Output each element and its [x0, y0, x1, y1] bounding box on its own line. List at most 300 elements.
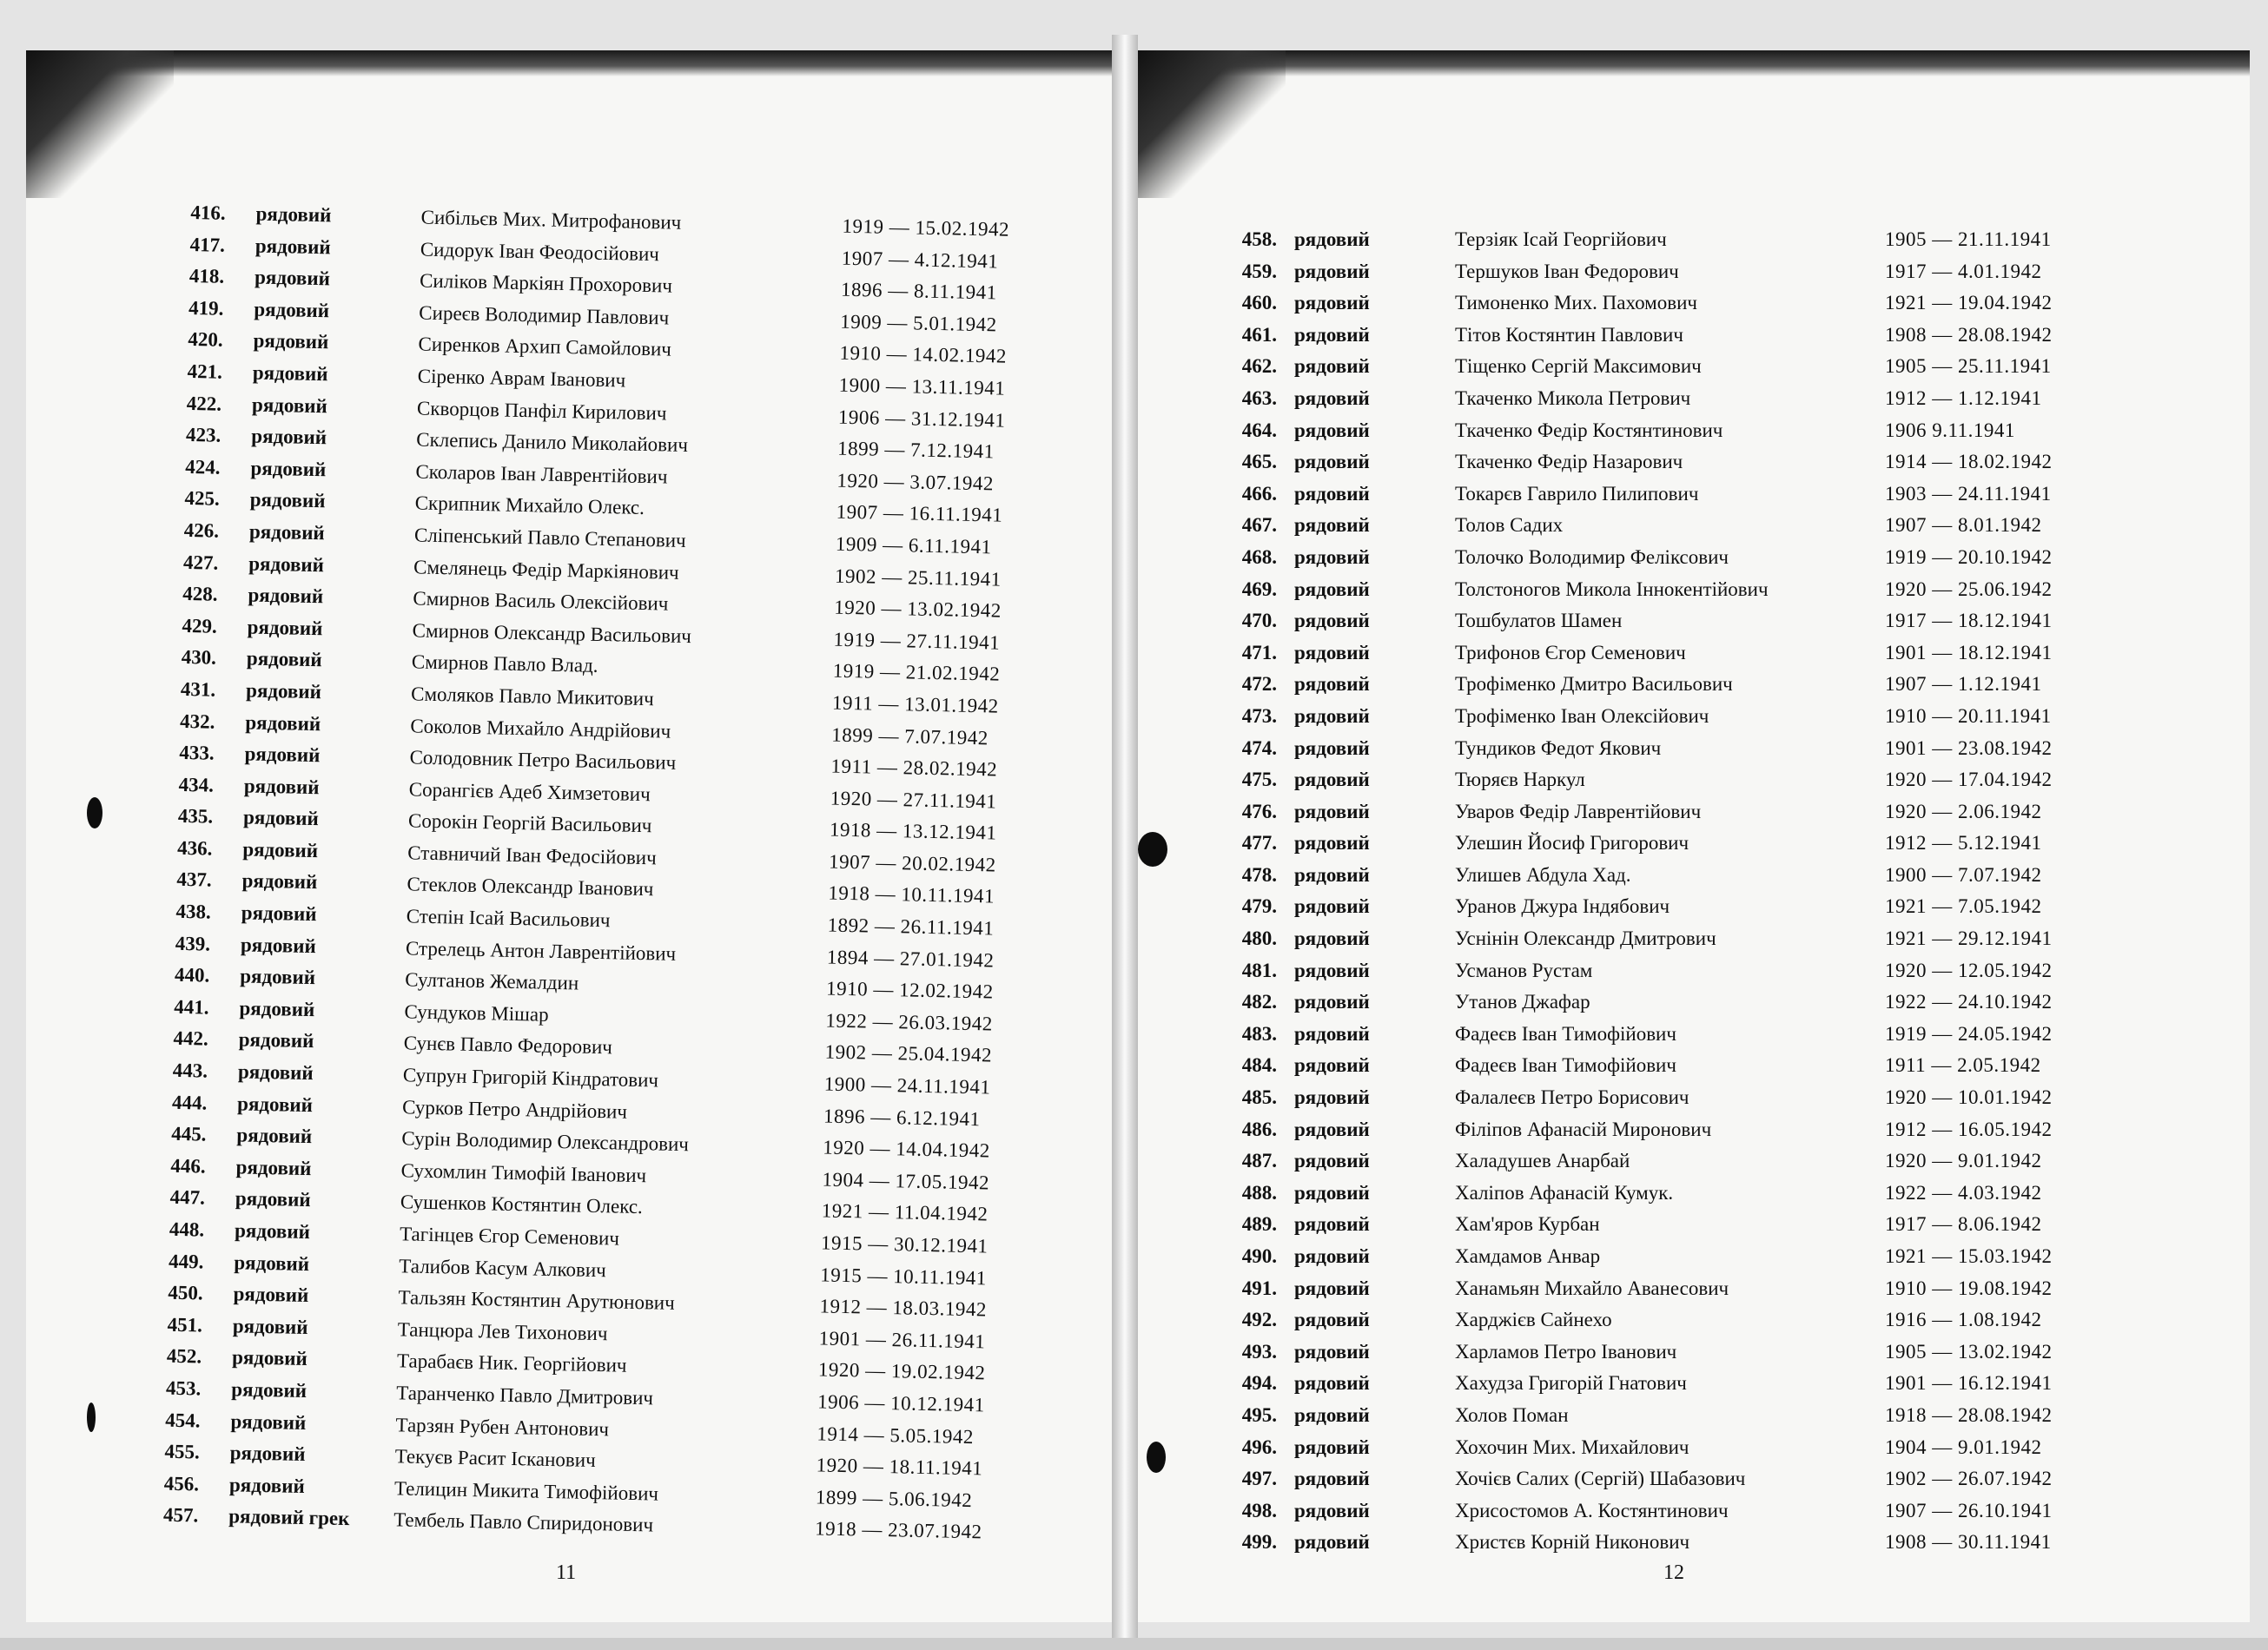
entry-number: 455.	[164, 1440, 201, 1463]
life-period: 1902 — 25.11.1941	[834, 564, 1002, 591]
list-item	[1138, 1341, 2250, 1373]
life-period: 1911 — 28.02.1942	[830, 755, 998, 781]
rank-label: рядовий	[238, 1028, 314, 1053]
entry-number: 445.	[170, 1122, 207, 1145]
soldier-name: Тембель Павло Спиридонович	[393, 1508, 654, 1536]
rank-label: рядовий	[254, 266, 331, 290]
rank-label: рядовий	[232, 1315, 308, 1338]
life-period: 1905 — 13.02.1942	[1885, 1340, 2053, 1363]
soldier-name: Фадеєв Іван Тимофійович	[1455, 1022, 1676, 1045]
right-roster-list	[1138, 228, 2250, 1563]
life-period: 1909 — 5.01.1942	[839, 310, 997, 336]
soldier-name: Улишев Абдула Хад.	[1455, 863, 1631, 886]
entry-number: 489.	[1241, 1213, 1277, 1236]
entry-number: 426.	[183, 518, 220, 542]
soldier-name: Халіпов Афанасій Кумук.	[1455, 1181, 1674, 1204]
rank-label: рядовий	[247, 616, 323, 639]
soldier-name: Халадушев Анарбай	[1455, 1150, 1630, 1172]
life-period: 1922 — 26.03.1942	[825, 1009, 994, 1035]
list-item	[1138, 895, 2250, 927]
soldier-name: Тершуков Іван Федорович	[1455, 260, 1679, 282]
life-period: 1900 — 13.11.1941	[838, 373, 1006, 399]
entry-number: 429.	[182, 614, 217, 637]
entry-number: 472.	[1241, 673, 1277, 696]
entry-number: 458.	[1241, 228, 1277, 250]
soldier-name: Хам'яров Курбан	[1455, 1213, 1600, 1236]
soldier-name: Супрун Григорій Кіндратович	[402, 1064, 659, 1092]
life-period: 1921 — 11.04.1942	[821, 1199, 989, 1225]
rank-label: рядовий	[243, 775, 320, 798]
entry-number: 468.	[1241, 545, 1277, 568]
list-item	[1138, 292, 2250, 324]
entry-number: 460.	[1241, 292, 1277, 314]
rank-label: рядовий	[1294, 1181, 1370, 1204]
soldier-name: Холов Поман	[1455, 1403, 1569, 1426]
soldier-name: Тіщенко Сергій Максимович	[1455, 355, 1702, 378]
life-period: 1902 — 25.04.1942	[824, 1040, 993, 1066]
right-page	[1138, 50, 2250, 1622]
list-item	[1138, 673, 2250, 705]
rank-label: рядовий	[228, 1473, 306, 1497]
rank-label: рядовий	[1294, 1372, 1370, 1395]
life-period: 1907 — 1.12.1941	[1885, 673, 2042, 696]
soldier-name: Сидорук Іван Феодосійович	[420, 238, 660, 265]
rank-label: рядовий грек	[228, 1505, 350, 1530]
left-roster-list	[26, 198, 1112, 1555]
entry-number: 494.	[1241, 1372, 1277, 1395]
punch-hole-mark	[87, 1402, 96, 1432]
soldier-name: Трифонов Єгор Семенович	[1455, 641, 1686, 663]
life-period: 1906 — 31.12.1941	[837, 406, 1006, 432]
entry-number: 438.	[175, 900, 212, 923]
entry-number: 490.	[1241, 1245, 1277, 1267]
life-period: 1919 — 24.05.1942	[1885, 1022, 2053, 1045]
entry-number: 457.	[162, 1503, 199, 1527]
entry-number: 474.	[1241, 736, 1277, 759]
soldier-name: Улешин Йосиф Григорович	[1455, 832, 1689, 855]
rank-label: рядовий	[239, 997, 315, 1021]
entry-number: 471.	[1241, 641, 1277, 663]
rank-label: рядовий	[230, 1409, 307, 1434]
soldier-name: Танцюра Лев Тихонович	[397, 1318, 608, 1345]
rank-label: рядовий	[233, 1283, 309, 1307]
life-period: 1906 9.11.1941	[1885, 419, 2015, 441]
life-period: 1916 — 1.08.1942	[1885, 1309, 2042, 1331]
entry-number: 454.	[165, 1409, 201, 1432]
soldier-name: Сунєв Павло Федорович	[403, 1032, 613, 1059]
life-period: 1910 — 19.08.1942	[1885, 1277, 2053, 1299]
rank-label: рядовий	[1294, 545, 1370, 568]
rank-label: рядовий	[1294, 1277, 1370, 1299]
list-item	[1138, 1468, 2250, 1500]
entry-number: 485.	[1241, 1086, 1277, 1109]
rank-label: рядовий	[253, 329, 329, 353]
list-item	[1138, 1182, 2250, 1214]
punch-hole-mark	[1147, 1442, 1166, 1473]
soldier-name: Хохочин Мих. Михайлович	[1455, 1436, 1689, 1458]
soldier-name: Смирнов Василь Олексійович	[413, 587, 669, 615]
entry-number: 498.	[1241, 1499, 1277, 1521]
entry-number: 444.	[171, 1091, 208, 1114]
life-period: 1904 — 17.05.1942	[822, 1168, 990, 1194]
soldier-name: Скрипник Михайло Олекс.	[414, 492, 645, 519]
life-period: 1901 — 16.12.1941	[1885, 1372, 2053, 1395]
soldier-name: Текуєв Расит Ісканович	[394, 1445, 596, 1472]
entry-number: 440.	[174, 964, 210, 987]
rank-label: рядовий	[1294, 800, 1370, 822]
life-period: 1902 — 26.07.1942	[1885, 1468, 2053, 1490]
life-period: 1915 — 30.12.1941	[820, 1231, 989, 1257]
entry-number: 486.	[1241, 1118, 1277, 1140]
entry-number: 447.	[169, 1186, 206, 1209]
life-period: 1921 — 15.03.1942	[1885, 1245, 2053, 1267]
entry-number: 446.	[170, 1154, 206, 1178]
life-period: 1911 — 2.05.1942	[1885, 1054, 2041, 1077]
list-item	[1138, 737, 2250, 769]
entry-number: 478.	[1241, 863, 1277, 886]
entry-number: 492.	[1241, 1309, 1277, 1331]
rank-label: рядовий	[1294, 1086, 1370, 1109]
life-period: 1896 — 8.11.1941	[840, 278, 997, 304]
life-period: 1907 — 16.11.1941	[836, 500, 1003, 526]
list-item	[1138, 483, 2250, 515]
soldier-name: Сушенков Костянтин Олекс.	[400, 1191, 644, 1218]
rank-label: рядовий	[1294, 1054, 1370, 1077]
life-period: 1901 — 26.11.1941	[818, 1327, 986, 1353]
life-period: 1919 — 21.02.1942	[832, 659, 1001, 685]
rank-label: рядовий	[236, 1124, 313, 1148]
soldier-name: Сухомлин Тимофій Іванович	[400, 1159, 647, 1187]
entry-number: 469.	[1241, 578, 1277, 600]
rank-label: рядовий	[252, 361, 328, 386]
soldier-name: Смирнов Олександр Васильович	[412, 619, 692, 647]
soldier-name: Стеклов Олександр Іванович	[407, 873, 654, 901]
rank-label: рядовий	[1294, 451, 1370, 473]
life-period: 1899 — 7.12.1941	[836, 437, 995, 463]
soldier-name: Сиреєв Володимир Павлович	[419, 301, 670, 329]
rank-label: рядовий	[240, 934, 317, 957]
list-item	[1138, 610, 2250, 642]
entry-number: 435.	[177, 805, 214, 828]
life-period: 1904 — 9.01.1942	[1885, 1436, 2042, 1458]
list-item	[1138, 769, 2250, 801]
corner-shadow	[26, 50, 174, 198]
soldier-name: Токарєв Гаврило Пилипович	[1455, 482, 1699, 505]
scan-shadow-band	[26, 50, 1112, 76]
life-period: 1899 — 7.07.1942	[831, 723, 989, 749]
book-spine	[1112, 35, 1138, 1650]
life-period: 1914 — 5.05.1942	[817, 1422, 975, 1448]
soldier-name: Терзіяк Ісай Георгійович	[1455, 228, 1667, 250]
soldier-name: Ткаченко Федір Назарович	[1455, 451, 1683, 473]
scan-shadow-band	[1138, 50, 2250, 76]
life-period: 1922 — 4.03.1942	[1885, 1181, 2042, 1204]
entry-number: 462.	[1241, 355, 1277, 378]
entry-number: 465.	[1241, 451, 1277, 473]
rank-label: рядовий	[1294, 355, 1370, 378]
list-item	[1138, 927, 2250, 960]
rank-label: рядовий	[255, 202, 332, 227]
entry-number: 496.	[1241, 1436, 1277, 1458]
left-page	[26, 50, 1112, 1622]
rank-label: рядовий	[234, 1251, 310, 1275]
list-item	[1138, 1245, 2250, 1277]
entry-number: 484.	[1241, 1054, 1277, 1077]
rank-label: рядовий	[1294, 1150, 1370, 1172]
scan-bottom-edge	[0, 1638, 2268, 1650]
rank-label: рядовий	[1294, 292, 1370, 314]
life-period: 1907 — 26.10.1941	[1885, 1499, 2053, 1521]
life-period: 1921 — 7.05.1942	[1885, 895, 2042, 918]
list-item	[1138, 578, 2250, 610]
rank-label: рядовий	[242, 838, 319, 862]
rank-label: рядовий	[1294, 514, 1370, 537]
soldier-name: Філіпов Афанасій Миронович	[1455, 1118, 1712, 1140]
rank-label: рядовий	[246, 647, 322, 671]
rank-label: рядовий	[1294, 895, 1370, 918]
soldier-name: Трофіменко Дмитро Васильович	[1455, 673, 1733, 696]
entry-number: 450.	[168, 1281, 203, 1304]
rank-label: рядовий	[248, 551, 325, 576]
entry-number: 491.	[1241, 1277, 1277, 1299]
life-period: 1908 — 30.11.1941	[1885, 1531, 2052, 1554]
soldier-name: Тундиков Федот Якович	[1455, 736, 1662, 759]
rank-label: рядовий	[1294, 1403, 1370, 1426]
rank-label: рядовий	[255, 234, 331, 258]
soldier-name: Фадеєв Іван Тимофійович	[1455, 1054, 1676, 1077]
life-period: 1896 — 6.12.1941	[823, 1105, 981, 1130]
soldier-name: Сундуков Мішар	[404, 1000, 549, 1026]
rank-label: рядовий	[1294, 1118, 1370, 1140]
rank-label: рядовий	[1294, 1340, 1370, 1363]
entry-number: 477.	[1241, 832, 1277, 855]
entry-number: 428.	[182, 583, 218, 605]
entry-number: 482.	[1241, 991, 1277, 1013]
entry-number: 433.	[179, 741, 215, 764]
soldier-name: Ткаченко Федір Костянтинович	[1455, 419, 1723, 441]
soldier-name: Хочієв Салих (Сергій) Шабазович	[1455, 1468, 1746, 1490]
rank-label: рядовий	[241, 869, 318, 894]
soldier-name: Талибов Касум Алкович	[399, 1254, 607, 1281]
rank-label: рядовий	[1294, 673, 1370, 696]
rank-label: рядовий	[236, 1092, 314, 1116]
entry-number: 430.	[181, 646, 217, 670]
life-period: 1899 — 5.06.1942	[815, 1486, 973, 1511]
soldier-name: Ткаченко Микола Петрович	[1455, 386, 1691, 409]
punch-hole-mark	[87, 797, 102, 828]
rank-label: рядовий	[1294, 610, 1370, 632]
soldier-name: Степін Ісай Васильович	[406, 905, 611, 932]
life-period: 1908 — 28.08.1942	[1885, 323, 2053, 346]
entry-number: 488.	[1241, 1181, 1277, 1204]
life-period: 1901 — 23.08.1942	[1885, 736, 2053, 759]
entry-number: 467.	[1241, 514, 1277, 537]
life-period: 1920 — 12.05.1942	[1885, 959, 2053, 981]
soldier-name: Уваров Федір Лаврентійович	[1455, 800, 1702, 822]
rank-label: рядовий	[1294, 1468, 1370, 1490]
life-period: 1912 — 18.03.1942	[819, 1295, 988, 1321]
rank-label: рядовий	[1294, 1499, 1370, 1521]
entry-number: 424.	[185, 455, 221, 478]
rank-label: рядовий	[1294, 769, 1370, 791]
soldier-name: Тошбулатов Шамен	[1455, 610, 1623, 632]
rank-label: рядовий	[1294, 260, 1370, 282]
life-period: 1912 — 1.12.1941	[1885, 386, 2042, 409]
list-item	[1138, 324, 2250, 356]
rank-label: рядовий	[229, 1442, 306, 1466]
rank-label: рядовий	[248, 520, 325, 544]
soldier-name: Солодовник Петро Васильович	[409, 746, 677, 774]
life-period: 1900 — 24.11.1941	[823, 1072, 991, 1099]
life-period: 1900 — 7.07.1942	[1885, 863, 2042, 886]
entry-number: 434.	[178, 773, 215, 796]
life-period: 1920 — 3.07.1942	[836, 469, 995, 495]
list-item	[1138, 1023, 2250, 1055]
list-item	[1138, 228, 2250, 261]
rank-label: рядовий	[235, 1187, 311, 1211]
soldier-name: Тарзян Рубен Антонович	[395, 1413, 610, 1440]
corner-shadow	[1138, 50, 1286, 198]
life-period: 1912 — 16.05.1942	[1885, 1118, 2053, 1140]
entry-number: 463.	[1241, 386, 1277, 409]
soldier-name: Трофіменко Іван Олексійович	[1455, 704, 1709, 727]
list-item	[1138, 705, 2250, 737]
rank-label: рядовий	[1294, 482, 1370, 505]
list-item	[1138, 1500, 2250, 1532]
entry-number: 453.	[165, 1376, 202, 1400]
entry-number: 449.	[168, 1250, 204, 1273]
rank-label: рядовий	[1294, 736, 1370, 759]
list-item	[1138, 1054, 2250, 1086]
entry-number: 443.	[172, 1059, 208, 1082]
entry-number: 499.	[1241, 1531, 1277, 1554]
soldier-name: Смирнов Павло Влад.	[411, 650, 598, 677]
rank-label: рядовий	[1294, 578, 1370, 600]
life-period: 1919 — 20.10.1942	[1885, 545, 2053, 568]
list-item	[1138, 801, 2250, 833]
list-item	[1138, 387, 2250, 419]
soldier-name: Сибільєв Мих. Митрофанович	[420, 206, 682, 234]
soldier-name: Скворцов Панфіл Кирилович	[416, 397, 667, 425]
rank-label: рядовий	[251, 425, 327, 449]
entry-number: 451.	[167, 1313, 203, 1336]
rank-label: рядовий	[1294, 959, 1370, 981]
rank-label: рядовий	[1294, 704, 1370, 727]
life-period: 1907 — 8.01.1942	[1885, 514, 2042, 537]
punch-hole-mark	[1138, 832, 1167, 867]
soldier-name: Смелянець Федір Маркіянович	[413, 555, 679, 584]
list-item	[1138, 1213, 2250, 1245]
rank-label: рядовий	[248, 584, 324, 608]
entry-number: 442.	[173, 1027, 209, 1051]
entry-number: 456.	[163, 1472, 200, 1495]
soldier-name: Толов Садих	[1455, 514, 1564, 537]
entry-number: 431.	[180, 677, 216, 701]
life-period: 1922 — 24.10.1942	[1885, 991, 2053, 1013]
rank-label: рядовий	[1294, 1213, 1370, 1236]
life-period: 1920 — 19.02.1942	[817, 1358, 986, 1384]
rank-label: рядовий	[244, 742, 321, 767]
entry-number: 459.	[1241, 260, 1277, 282]
list-item	[1138, 1086, 2250, 1119]
list-item	[1138, 642, 2250, 674]
life-period: 1920 — 10.01.1942	[1885, 1086, 2053, 1109]
page-number: 11	[556, 1561, 577, 1584]
list-item	[1138, 960, 2250, 992]
life-period: 1901 — 18.12.1941	[1885, 641, 2053, 663]
life-period: 1920 — 18.11.1941	[816, 1454, 983, 1480]
life-period: 1892 — 26.11.1941	[827, 914, 995, 940]
list-item	[1138, 1372, 2250, 1404]
soldier-name: Сорангієв Адеб Химзетович	[408, 778, 651, 805]
life-period: 1906 — 10.12.1941	[817, 1390, 985, 1416]
life-period: 1907 — 20.02.1942	[828, 850, 996, 876]
life-period: 1911 — 13.01.1942	[831, 691, 999, 717]
life-period: 1918 — 28.08.1942	[1885, 1403, 2053, 1426]
soldier-name: Толстоногов Микола Іннокентійович	[1455, 578, 1769, 600]
soldier-name: Таранченко Павло Дмитрович	[396, 1382, 654, 1409]
life-period: 1918 — 23.07.1942	[814, 1517, 982, 1543]
rank-label: рядовий	[231, 1378, 307, 1402]
list-item	[1138, 832, 2250, 864]
list-item	[1138, 546, 2250, 578]
entry-number: 422.	[186, 392, 222, 415]
soldier-name: Ставничий Іван Федосійович	[407, 842, 657, 869]
soldier-name: Сіренко Аврам Іванович	[417, 365, 626, 392]
entry-number: 425.	[184, 487, 221, 511]
rank-label: рядовий	[237, 1060, 314, 1085]
life-period: 1920 — 27.11.1941	[830, 787, 997, 813]
soldier-name: Склепись Данило Миколайович	[416, 428, 689, 457]
entry-number: 420.	[188, 328, 223, 352]
life-period: 1920 — 9.01.1942	[1885, 1150, 2042, 1172]
life-period: 1919 — 15.02.1942	[842, 214, 1010, 241]
soldier-name: Харламов Петро Іванович	[1455, 1340, 1677, 1363]
soldier-name: Уснінін Олександр Дмитрович	[1455, 927, 1716, 950]
rank-label: рядовий	[231, 1346, 308, 1370]
entry-number: 461.	[1241, 323, 1277, 346]
soldier-name: Силіков Маркіян Прохорович	[419, 269, 673, 297]
entry-number: 493.	[1241, 1340, 1277, 1363]
list-item	[1138, 451, 2250, 483]
rank-label: рядовий	[250, 457, 327, 481]
soldier-name: Христєв Корній Никонович	[1455, 1531, 1690, 1554]
page-number: 12	[1663, 1561, 1684, 1584]
soldier-name: Телицин Микита Тимофійович	[393, 1476, 659, 1505]
entry-number: 452.	[166, 1345, 202, 1368]
entry-number: 418.	[188, 265, 225, 287]
soldier-name: Соколов Михайло Андрійович	[410, 714, 671, 742]
soldier-name: Тарабаєв Ник. Георгійович	[396, 1350, 627, 1377]
list-item	[1138, 1119, 2250, 1151]
rank-label: рядовий	[1294, 863, 1370, 886]
list-item	[1138, 1150, 2250, 1182]
rank-label: рядовий	[1294, 419, 1370, 441]
soldier-name: Стрелець Антон Лаврентійович	[405, 937, 677, 965]
rank-label: рядовий	[1294, 1436, 1370, 1458]
life-period: 1917 — 18.12.1941	[1885, 610, 2053, 632]
life-period: 1918 — 13.12.1941	[829, 818, 997, 844]
entry-number: 483.	[1241, 1022, 1277, 1045]
soldier-name: Хрисостомов А. Костянтинович	[1455, 1499, 1729, 1521]
list-item	[1138, 261, 2250, 293]
life-period: 1912 — 5.12.1941	[1885, 832, 2042, 855]
entry-number: 481.	[1241, 959, 1277, 981]
soldier-name: Ханамьян Михайло Аванесович	[1455, 1277, 1729, 1299]
rank-label: рядовий	[1294, 1309, 1370, 1331]
soldier-name: Уранов Джура Індябович	[1455, 895, 1670, 918]
soldier-name: Сурін Володимир Олександрович	[401, 1127, 690, 1156]
